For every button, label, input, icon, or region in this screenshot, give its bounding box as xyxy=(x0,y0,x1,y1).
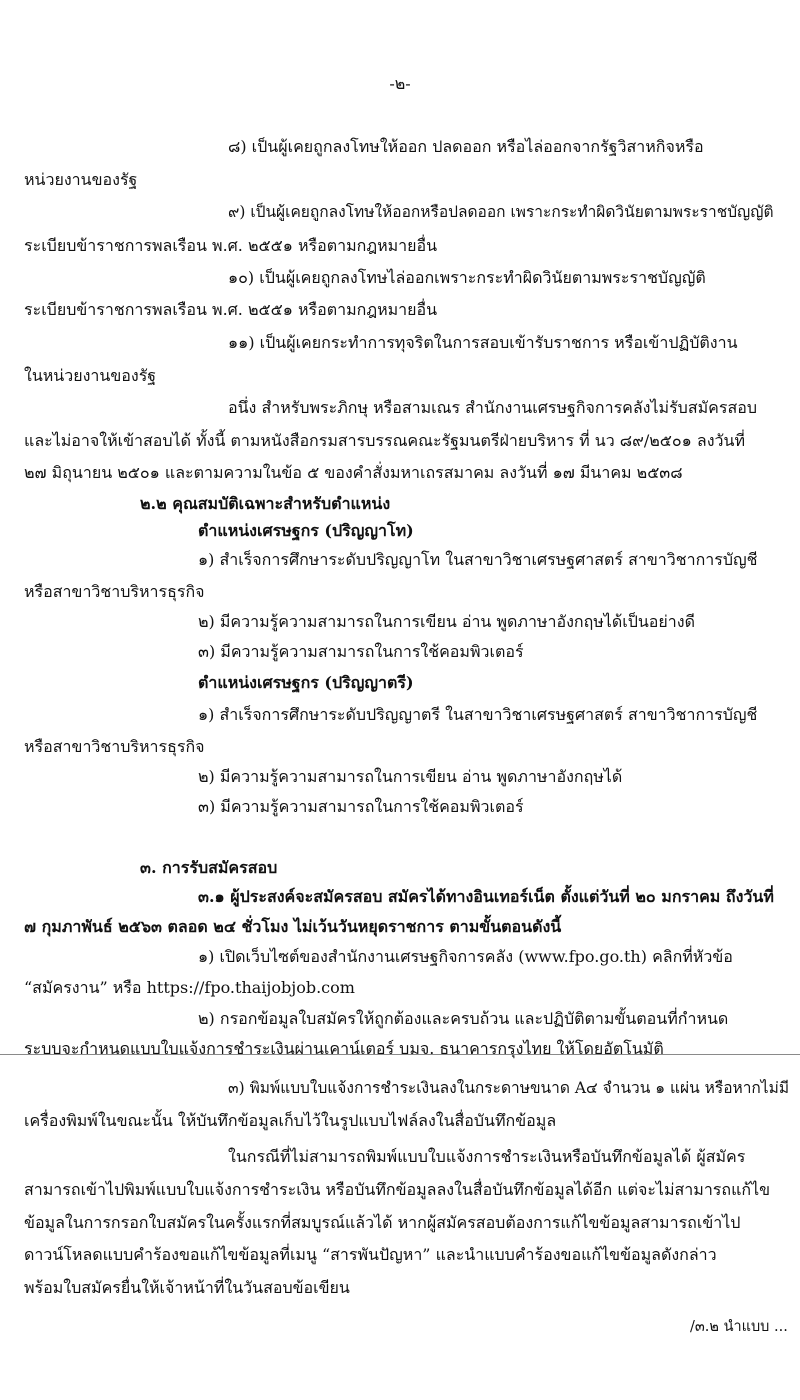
print-note-cont-4: พร้อมใบสมัครยื่นให้เจ้าหน้าที่ในวันสอบข้อเขียน xyxy=(24,1278,350,1297)
masters-req-1: ๑) สำเร็จการศึกษาระดับปริญญาโท ในสาขาวิชาเศรษฐศาสตร์ สาขาวิชาการบัญชี xyxy=(198,550,758,569)
clause-8-cont: หน่วยงานของรัฐ xyxy=(24,170,138,189)
continuation-footer: /๓.๒ นำแบบ ... xyxy=(690,1319,788,1335)
step-3-cont: เครื่องพิมพ์ในขณะนั้น ให้บันทึกข้อมูลเก็บไว้ในรูปแบบไฟล์ลงในสื่อบันทึกข้อมูล xyxy=(24,1111,557,1130)
masters-req-3: ๓) มีความรู้ความสามารถในการใช้คอมพิวเตอร์ xyxy=(198,642,524,661)
print-note-cont-2: ข้อมูลในการกรอกใบสมัครในครั้งแรกที่สมบูรณ์แล้วได้ หากผู้สมัครสอบต้องการแก้ไขข้อมูลสามารถเข้าไป xyxy=(24,1213,741,1232)
masters-req-2: ๒) มีความรู้ความสามารถในการเขียน อ่าน พูดภาษาอังกฤษได้เป็นอย่างดี xyxy=(198,612,695,631)
print-note-cont-1: สามารถเข้าไปพิมพ์แบบใบแจ้งการชำระเงิน หรือบันทึกข้อมูลลงในสื่อบันทึกข้อมูลได้อีก แต่จะไม่สามารถแก้ไข xyxy=(24,1180,771,1199)
print-note-cont-3: ดาวน์โหลดแบบคำร้องขอแก้ไขข้อมูลที่เมนู “สารพันปัญหา” และนำแบบคำร้องขอแก้ไขข้อมูลดังกล่าว xyxy=(24,1245,717,1264)
monk-note-cont-1: และไม่อาจให้เข้าสอบได้ ทั้งนี้ ตามหนังสือกรมสารบรรณคณะรัฐมนตรีฝ่ายบริหาร ที่ นว ๘๙/๒๕๐๑ ลงวันที่ xyxy=(24,431,745,450)
clause-10-cont: ระเบียบข้าราชการพลเรือน พ.ศ. ๒๕๕๑ หรือตามกฎหมายอื่น xyxy=(24,300,438,319)
step-1-cont: “สมัครงาน” หรือ https://fpo.thaijobjob.com xyxy=(24,978,355,997)
step-2-cont: ระบบจะกำหนดแบบใบแจ้งการชำระเงินผ่านเคาน์เตอร์ บมจ. ธนาคารกรุงไทย ให้โดยอัตโนมัติ xyxy=(24,1039,664,1058)
clause-8: ๘) เป็นผู้เคยถูกลงโทษให้ออก ปลดออก หรือไล่ออกจากรัฐวิสาหกิจหรือ xyxy=(228,137,704,156)
clause-11: ๑๑) เป็นผู้เคยกระทำการทุจริตในการสอบเข้ารับราชการ หรือเข้าปฏิบัติงาน xyxy=(228,333,738,352)
masters-req-1-cont: หรือสาขาวิชาบริหารธุรกิจ xyxy=(24,582,205,601)
bachelor-req-2: ๒) มีความรู้ความสามารถในการเขียน อ่าน พูดภาษาอังกฤษได้ xyxy=(198,767,623,786)
page-number: -๒- xyxy=(389,74,411,93)
bachelor-req-3: ๓) มีความรู้ความสามารถในการใช้คอมพิวเตอร์ xyxy=(198,797,524,816)
position-masters-heading: ตำแหน่งเศรษฐกร (ปริญญาโท) xyxy=(198,521,414,540)
position-bachelor-heading: ตำแหน่งเศรษฐกร (ปริญญาตรี) xyxy=(198,673,414,692)
bachelor-req-1: ๑) สำเร็จการศึกษาระดับปริญญาตรี ในสาขาวิชาเศรษฐศาสตร์ สาขาวิชาการบัญชี xyxy=(198,705,758,724)
step-2: ๒) กรอกข้อมูลใบสมัครให้ถูกต้องและครบถ้วน และปฏิบัติตามขั้นตอนที่กำหนด xyxy=(198,1009,729,1028)
section-3-1-cont: ๗ กุมภาพันธ์ ๒๕๖๓ ตลอด ๒๔ ชั่วโมง ไม่เว้นวันหยุดราชการ ตามขั้นตอนดังนี้ xyxy=(24,917,562,936)
monk-note-cont-2: ๒๗ มิถุนายน ๒๕๐๑ และตามความในข้อ ๕ ของคำสั่งมหาเถรสมาคม ลงวันที่ ๑๗ มีนาคม ๒๕๓๘ xyxy=(24,463,683,482)
step-3: ๓) พิมพ์แบบใบแจ้งการชำระเงินลงในกระดาษขนาด A๔ จำนวน ๑ แผ่น หรือหากไม่มี xyxy=(228,1079,790,1097)
clause-9: ๙) เป็นผู้เคยถูกลงโทษให้ออกหรือปลดออก เพราะกระทำผิดวินัยตามพระราชบัญญัติ xyxy=(228,203,774,221)
section-3-heading: ๓. การรับสมัครสอบ xyxy=(140,858,278,877)
print-note: ในกรณีที่ไม่สามารถพิมพ์แบบใบแจ้งการชำระเงินหรือบันทึกข้อมูลได้ ผู้สมัคร xyxy=(228,1147,746,1166)
clause-10: ๑๐) เป็นผู้เคยถูกลงโทษไล่ออกเพราะกระทำผิดวินัยตามพระราชบัญญัติ xyxy=(228,268,706,287)
monk-note: อนึ่ง สำหรับพระภิกษุ หรือสามเณร สำนักงานเศรษฐกิจการคลังไม่รับสมัครสอบ xyxy=(228,398,757,417)
step-1: ๑) เปิดเว็บไซต์ของสำนักงานเศรษฐกิจการคลัง (www.fpo.go.th) คลิกที่หัวข้อ xyxy=(198,947,733,966)
scan-seam-divider xyxy=(0,1054,800,1055)
clause-11-cont: ในหน่วยงานของรัฐ xyxy=(24,366,157,385)
section-2-2-heading: ๒.๒ คุณสมบัติเฉพาะสำหรับตำแหน่ง xyxy=(140,494,391,513)
section-3-1: ๓.๑ ผู้ประสงค์จะสมัครสอบ สมัครได้ทางอินเทอร์เน็ต ตั้งแต่วันที่ ๒๐ มกราคม ถึงวันที่ xyxy=(198,887,774,906)
clause-9-cont: ระเบียบข้าราชการพลเรือน พ.ศ. ๒๕๕๑ หรือตามกฎหมายอื่น xyxy=(24,236,438,255)
bachelor-req-1-cont: หรือสาขาวิชาบริหารธุรกิจ xyxy=(24,737,205,756)
